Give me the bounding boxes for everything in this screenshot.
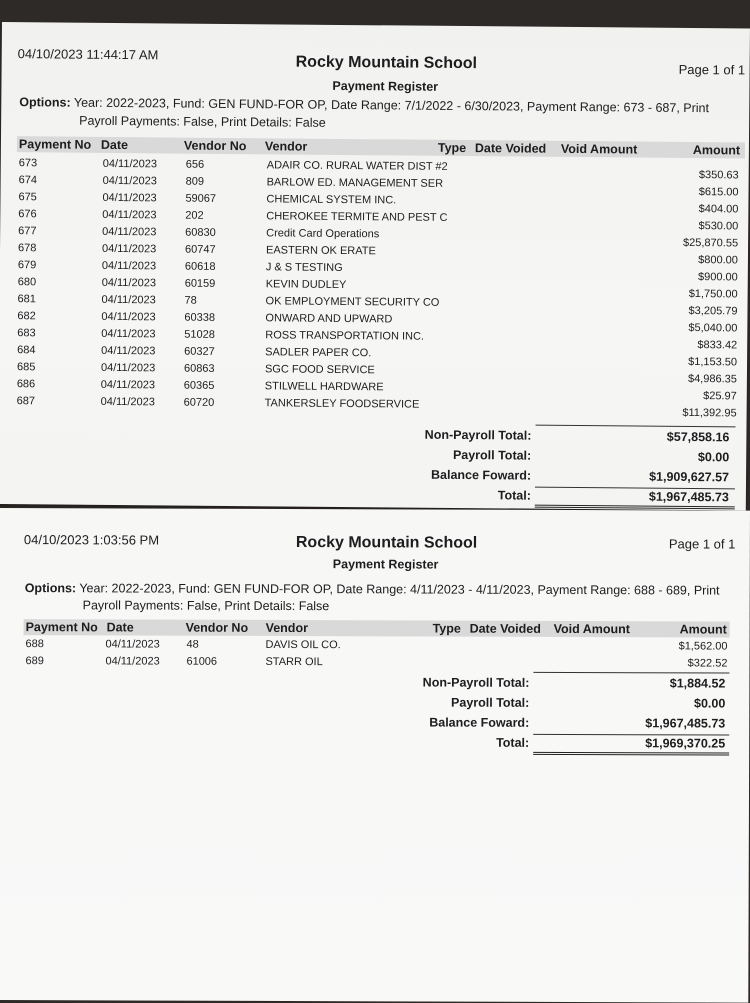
payment-register-page-2 [0,508,750,1003]
report-title: Payment Register [332,78,439,94]
page-number: Page 1 of 1 [678,61,746,78]
payment-no: 681 [17,293,36,306]
grand-total-label: Total: [497,488,531,503]
payment-no: 679 [17,259,37,272]
col-payment-no: Payment No [25,620,98,635]
payment-amount: $25,870.55 [682,236,739,250]
vendor-name: CHEROKEE TERMITE AND PEST C [266,210,448,224]
col-payment-no: Payment No [18,137,92,152]
options-label: Options: [19,95,71,110]
grand-total-value: $1,969,370.25 [645,736,726,751]
total-value: $0.00 [697,450,730,465]
total-label: Non-Payroll Total: [422,675,530,690]
payment-amount: $3,205.79 [688,305,738,318]
vendor-no: 51028 [184,328,215,341]
payment-no: 676 [18,208,37,221]
col-date-voided: Date Voided [469,621,541,636]
vendor-name: STILWELL HARDWARE [264,380,384,394]
payment-amount: $322.52 [687,657,728,670]
vendor-name: DAVIS OIL CO. [265,638,341,652]
total-value: $1,909,627.57 [649,469,730,485]
payment-date: 04/11/2023 [100,395,155,409]
total-value: $1,884.52 [669,676,726,691]
payment-no: 682 [17,310,36,323]
options-line-1: Year: 2022-2023, Fund: GEN FUND-FOR OP, Date Range: 4/11/2023 - 4/11/2023, Payment Range: 688 - 689, Print [79,581,720,598]
vendor-name: J & S TESTING [265,261,343,274]
payment-amount: $530.00 [698,220,739,233]
vendor-no: 60618 [184,260,216,273]
payment-no: 683 [17,327,36,340]
payment-date: 04/11/2023 [102,208,157,222]
payment-no: 686 [16,378,36,391]
payment-date: 04/11/2023 [102,157,158,171]
options-line-2: Payroll Payments: False, Print Details: False [82,598,330,614]
payment-no: 675 [18,191,37,204]
vendor-no: 78 [184,294,197,307]
vendor-name: ROSS TRANSPORTATION INC. [265,329,425,343]
col-amount: Amount [692,143,741,158]
payment-amount: $833.42 [697,339,738,352]
table-header [24,619,730,637]
vendor-name: OK EMPLOYMENT SECURITY CO [265,295,440,309]
payment-no: 687 [16,395,36,408]
payment-no: 685 [16,361,36,374]
report-timestamp: 04/10/2023 1:03:56 PM [23,532,160,548]
payment-amount: $404.00 [698,203,739,216]
page-number: Page 1 of 1 [668,536,736,552]
payment-date: 04/11/2023 [101,310,156,324]
subtotal-rule [535,425,735,428]
payment-no: 684 [17,344,36,357]
vendor-name: ADAIR CO. RURAL WATER DIST #2 [266,159,448,173]
total-label: Non-Payroll Total: [424,427,532,443]
payment-rows [23,636,729,674]
vendor-name: SGC FOOD SERVICE [264,363,375,377]
col-vendor-no: Vendor No [183,138,247,154]
payment-date: 04/11/2023 [102,191,157,205]
payment-date: 04/11/2023 [101,327,156,341]
col-type: Type [437,140,467,156]
vendor-no: 60830 [185,226,216,239]
total-label: Payroll Total: [452,447,532,463]
payment-amount: $615.00 [698,186,739,199]
col-date: Date [106,620,134,635]
payment-no: 674 [18,174,38,187]
payment-amount: $800.00 [698,254,738,267]
vendor-name: EASTERN OK ERATE [265,244,376,258]
total-value: $1,967,485.73 [645,716,726,731]
col-void-amount: Void Amount [560,141,638,157]
vendor-name: ONWARD AND UPWARD [265,312,393,326]
vendor-name: BARLOW ED. MANAGEMENT SER [266,176,444,190]
payment-no: 673 [18,157,38,170]
payment-amount: $900.00 [697,271,738,284]
vendor-name: SADLER PAPER CO. [265,346,372,360]
payment-date: 04/11/2023 [102,225,157,239]
vendor-no: 60327 [184,345,215,358]
payment-date: 04/11/2023 [101,293,156,307]
vendor-no: 48 [186,638,199,651]
payment-no: 680 [17,276,37,289]
vendor-no: 60863 [183,362,215,375]
grand-total-label: Total: [496,735,530,750]
grand-total-value: $1,967,485.73 [648,489,729,505]
payment-amount: $25.97 [703,390,737,403]
col-date-voided: Date Voided [474,141,547,156]
payment-rows [15,155,745,421]
vendor-no: 59067 [185,192,217,205]
totals-row [299,715,729,737]
payment-date: 04/11/2023 [100,378,156,392]
totals-row [299,675,729,697]
vendor-no: 60159 [184,277,216,290]
col-vendor-no: Vendor No [185,620,249,635]
total-value: $0.00 [694,696,726,711]
payment-amount: $1,562.00 [678,640,728,653]
vendor-no: 202 [185,209,204,222]
payment-date: 04/11/2023 [105,655,160,668]
vendor-no: 60720 [183,396,215,409]
options-line-1: Year: 2022-2023, Fund: GEN FUND-FOR OP, Date Range: 7/1/2022 - 6/30/2023, Payment Range: 673 - 687, Print [73,95,710,116]
school-name: Rocky Mountain School [295,53,478,73]
payment-no: 678 [17,242,37,255]
payment-amount: $1,750.00 [688,288,738,301]
total-label: Balance Foward: [430,467,532,483]
vendor-name: TANKERSLEY FOODSERVICE [264,397,420,411]
col-type: Type [432,621,461,636]
vendor-no: 60365 [183,379,215,392]
payment-register-page-1 [0,22,750,511]
col-amount: Amount [679,622,727,637]
col-vendor: Vendor [264,139,308,154]
payment-amount: $1,153.50 [688,356,738,369]
vendor-name: Credit Card Operations [266,227,380,241]
payment-amount: $350.63 [698,169,739,182]
vendor-no: 656 [185,158,205,171]
payment-amount: $11,392.95 [682,406,737,420]
payment-no: 689 [25,655,44,668]
total-label: Balance Foward: [429,715,530,730]
payment-no: 688 [25,638,44,651]
vendor-no: 60747 [184,243,216,256]
payment-amount: $4,986.35 [687,373,737,386]
payment-date: 04/11/2023 [101,276,157,290]
school-name: Rocky Mountain School [295,534,478,552]
report-title: Payment Register [332,557,439,572]
total-value: $57,858.16 [666,429,730,445]
col-date: Date [100,137,129,153]
vendor-name: STARR OIL [265,655,323,669]
payment-date: 04/11/2023 [101,344,156,358]
payment-date: 04/11/2023 [102,174,157,188]
vendor-name: KEVIN DUDLEY [265,278,347,292]
payment-no: 677 [18,225,37,238]
options-line-2: Payroll Payments: False, Print Details: False [79,113,326,130]
payment-date: 04/11/2023 [101,259,157,273]
options-label: Options: [24,581,77,596]
vendor-no: 809 [185,175,205,188]
payment-date: 04/11/2023 [100,361,156,375]
col-void-amount: Void Amount [553,621,630,637]
payment-date: 04/11/2023 [101,242,157,256]
vendor-no: 60338 [184,311,216,324]
vendor-no: 61006 [186,655,218,668]
total-label: Payroll Total: [451,695,530,710]
table-row [23,653,729,672]
col-vendor: Vendor [265,620,308,636]
payment-date: 04/11/2023 [105,638,160,651]
totals-row [299,695,729,717]
payment-amount: $5,040.00 [688,322,738,335]
report-timestamp: 04/10/2023 11:44:17 AM [17,46,159,63]
vendor-name: CHEMICAL SYSTEM INC. [266,193,397,207]
